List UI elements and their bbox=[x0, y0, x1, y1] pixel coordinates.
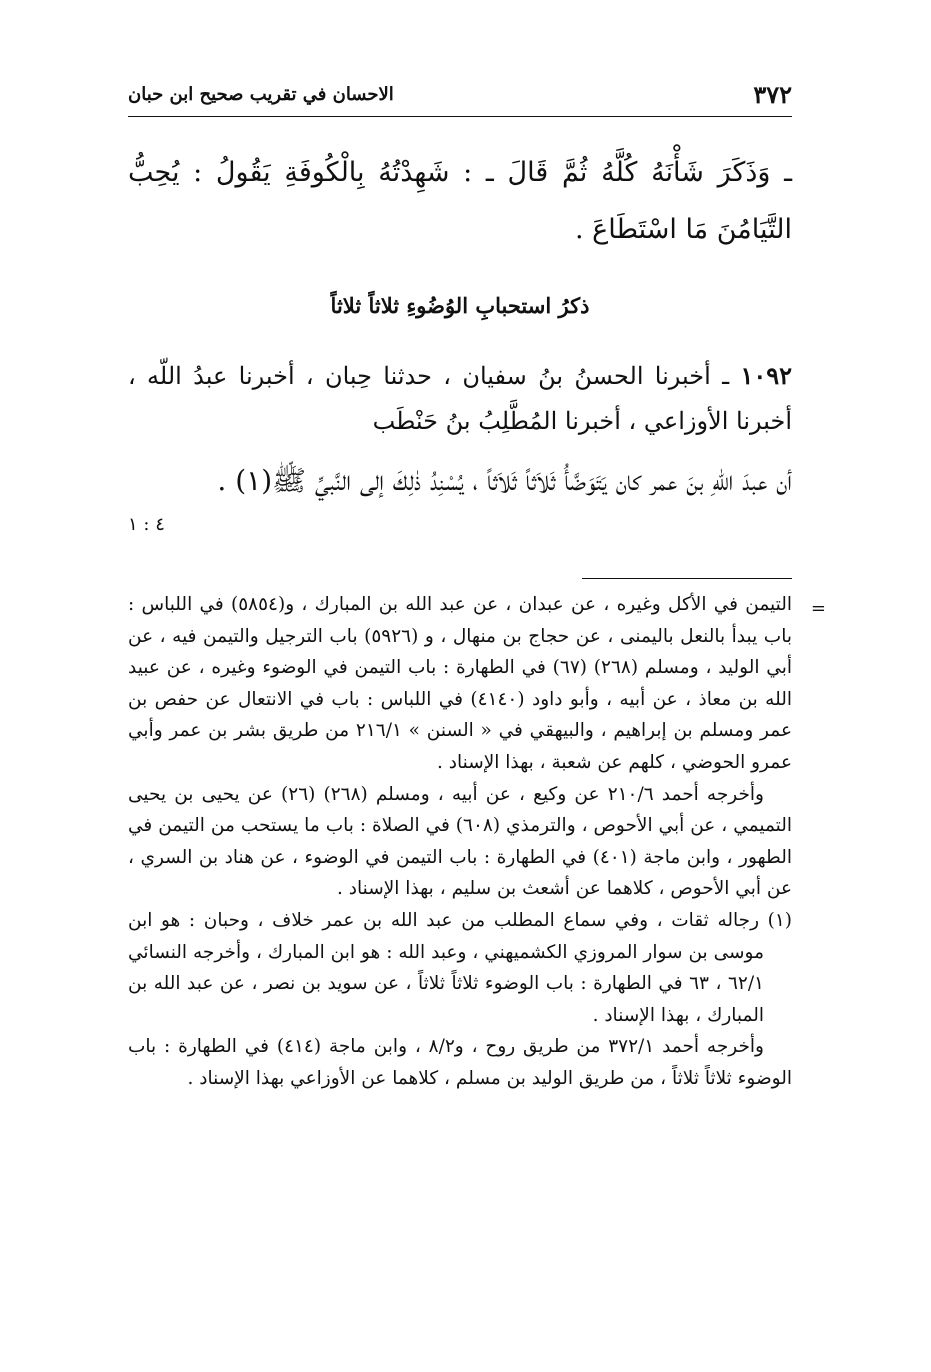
running-header bbox=[128, 80, 792, 110]
header-rule bbox=[128, 116, 792, 117]
header-title: الاحسان في تقريب صحيح ابن حبان bbox=[128, 84, 394, 105]
footnote-separator bbox=[582, 578, 792, 579]
footnote-paragraph: التيمن في الأكل وغيره ، عن عبدان ، عن عبد الله بن المبارك ، و(٥٨٥٤) في اللباس : باب يبدأ بالنعل باليمنى ، عن حجاج بن منهال ، و (٥٩٢٦) باب الترجيل والتيمن فيه ، عن أبي الوليد ، ومسلم (٢٦٨) (٦٧) في الطهارة : باب التيمن في الوضوء وغيره ، عن عبيد الله بن معاذ ، عن أبيه ، وأبو داود (٤١٤٠) في اللباس : باب في الانتعال عن حفص بن عمر ومسلم بن إبراهيم ، والبيهقي في « السنن » ٢١٦/١ من طريق بشر بن عمر وأبي عمرو الحوضي ، كلهم عن شعبة ، بهذا الإسناد . bbox=[128, 594, 793, 773]
intro-text: ـ وَذَكَرَ شَأْنَهُ كُلَّهُ ثُمَّ قَالَ ـ : شَهِدْتُهُ بِالْكُوفَةِ يَقُولُ : يُحِبُّ التَّيَامُنَ مَا اسْتَطَاعَ . bbox=[128, 157, 792, 245]
page bbox=[128, 80, 826, 1089]
footnote-paragraph: (١) رجاله ثقات ، وفي سماع المطلب من عبد الله بن عمر خلاف ، وحبان : هو ابن موسى بن سوار المروزي الكشميهني ، وعبد الله : هو ابن المبارك ، وأخرجه النسائي ٦٢/١ ، ٦٣ في الطهارة : باب الوضوء ثلاثاً ثلاثاً ، عن سويد بن نصر ، عن عبد الله بن المبارك ، بهذا الإسناد . bbox=[128, 909, 792, 1026]
page-number: ٣٧٢ bbox=[753, 80, 792, 109]
section-heading: ذكرُ استحبابِ الوُضُوءِ ثلاثاً ثلاثاً bbox=[330, 293, 590, 318]
continuation-mark: = bbox=[810, 598, 826, 619]
margin-reference: ٤ : ١ bbox=[128, 514, 165, 535]
footnotes bbox=[128, 589, 826, 1095]
footnote-paragraph: وأخرجه أحمد ٢١٠/٦ عن وكيع ، عن أبيه ، ومسلم (٢٦٨) (٢٦) عن يحيى بن يحيى التميمي ، عن أبي الأحوص ، والترمذي (٦٠٨) في الصلاة : باب ما يستحب من التيمن في الطهور ، وابن ماجة (٤٠١) في الطهارة : باب التيمن في الوضوء ، عن هناد بن السري ، عن أبي الأحوص ، كلاهما عن أشعث بن سليم ، بهذا الإسناد . bbox=[128, 783, 792, 900]
hadith-chain bbox=[128, 353, 792, 444]
footnote-1 bbox=[128, 905, 792, 1095]
hadith-chain-text: ـ أخبرنا الحسنُ بنُ سفيان ، حدثنا حِبان ، أخبرنا عبدُ اللّه ، أخبرنا الأوزاعي ، أخبرنا المُطَّلِبُ بنُ حَنْطَب bbox=[128, 362, 792, 435]
footnote-paragraph: وأخرجه أحمد ٣٧٢/١ من طريق روح ، و٨/٢ ، وابن ماجة (٤١٤) في الطهارة : باب الوضوء ثلاثاً ثلاثاً ، من طريق الوليد بن مسلم ، كلاهما عن الأوزاعي بهذا الإسناد . bbox=[128, 1036, 792, 1089]
hadith-number: ١٠٩٢ bbox=[740, 361, 792, 390]
hadith-matn: أن عبدَ اللّهِ بنَ عمر كان يَتَوَضَّأُ ثَلاَثاً ثَلاَثاً ، يُسْنِدُ ذٰلِكَ إلى النَّبيِّ ﷺ(١) . bbox=[217, 464, 792, 497]
footnote-continued bbox=[128, 589, 826, 905]
